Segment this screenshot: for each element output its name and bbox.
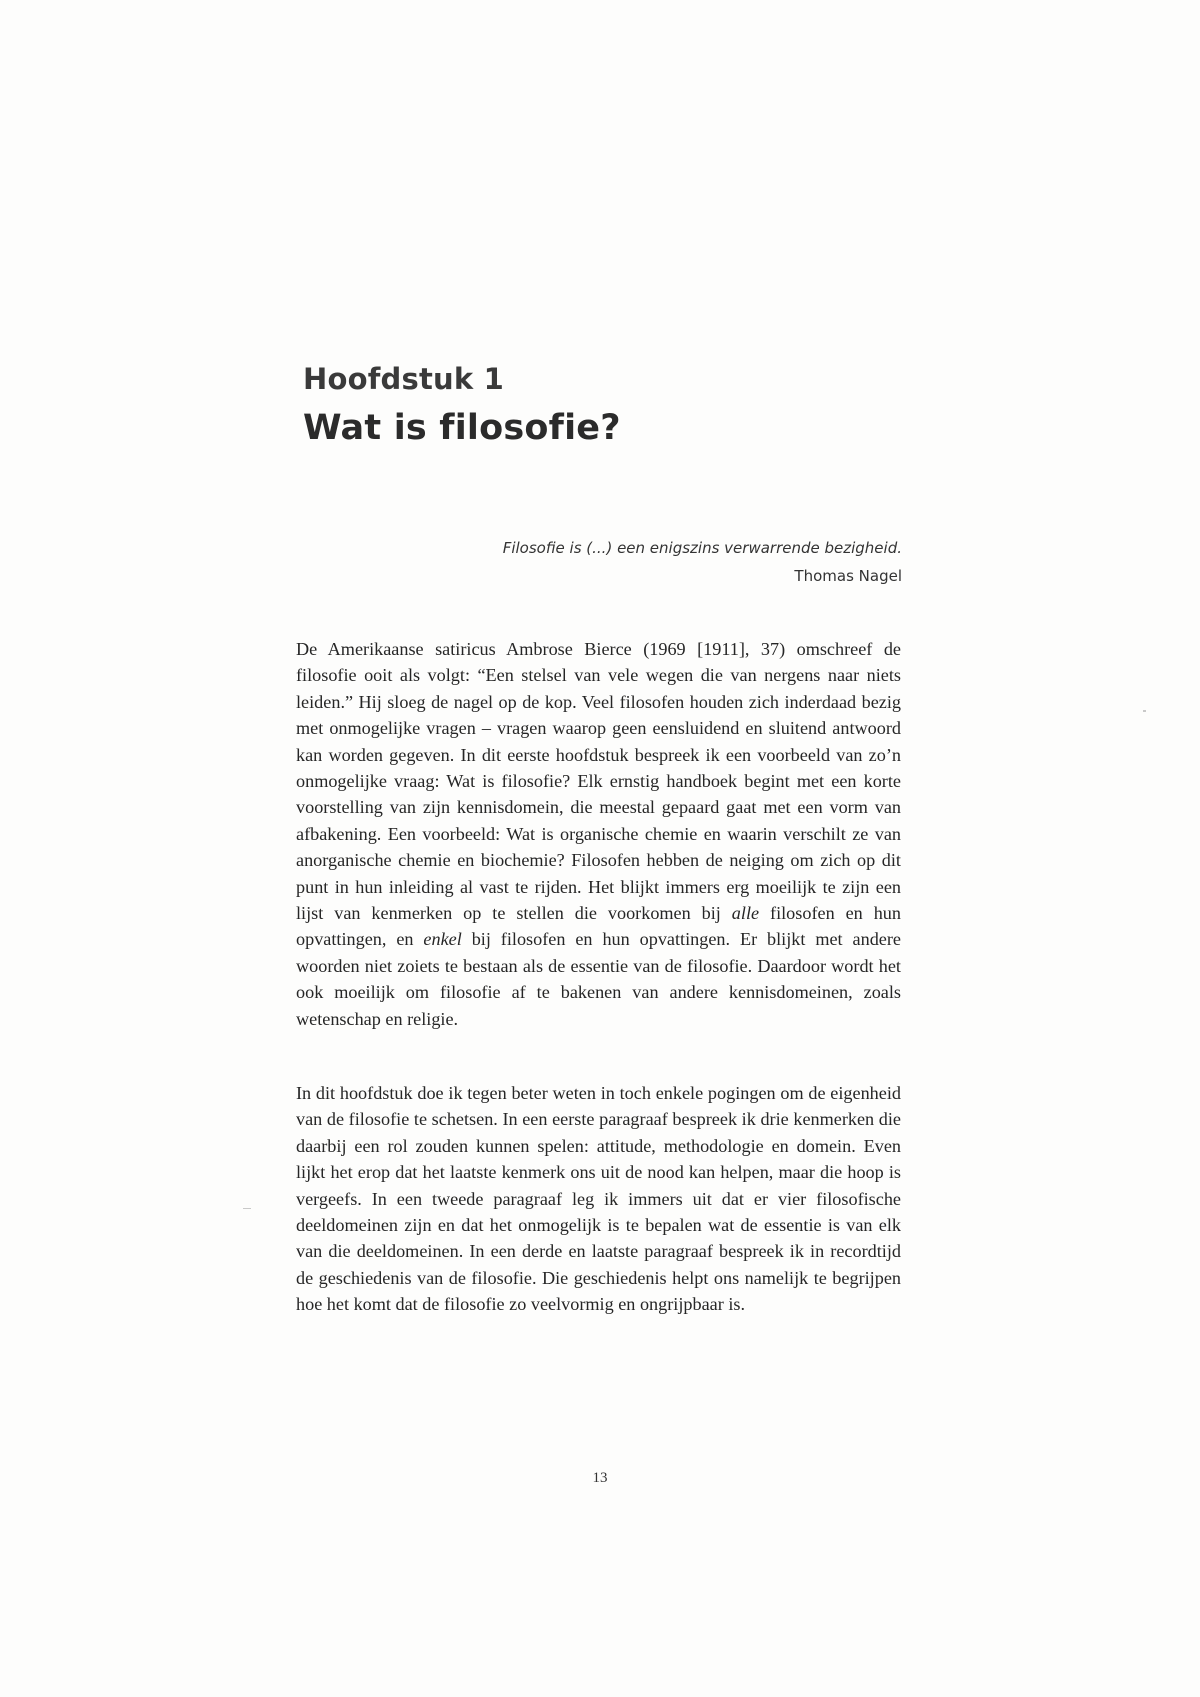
body-paragraph-1: [296, 636, 901, 1032]
body-paragraph-2: In dit hoofdstuk doe ik tegen beter weten in toch enkele pogingen om de eigenheid van de filosofie te schetsen. In een eerste paragraaf bespreek ik drie kenmerken die daarbij een rol zouden kunnen spelen: attitude, methodologie en domein. Even lijkt het erop dat het laatste kenmerk ons uit de nood kan helpen, maar die hoop is vergeefs. In een tweede paragraaf leg ik immers uit dat er vier filosofische deeldomeinen zijn en dat het onmogelijk is te bepalen wat de essentie is van elk van die deeldomeinen. In een derde en laatste paragraaf bespreek ik in recordtijd de geschiedenis van de filosofie. Die geschiedenis helpt ons namelijk te begrijpen hoe het komt dat de filosofie zo veelvormig en ongrijpbaar is.: [296, 1083, 901, 1315]
page-number: 13: [592, 1470, 608, 1486]
paragraph-1-text-b: filosofen en hun opvattingen, en: [296, 903, 901, 950]
epigraph-quote: Filosofie is (...) een enigszins verwarrende bezigheid.: [502, 539, 902, 557]
emphasis-enkel: enkel: [423, 929, 462, 950]
chapter-label: Hoofdstuk 1: [303, 362, 505, 396]
paragraph-1-text-a: De Amerikaanse satiricus Ambrose Bierce (1969 [1911], 37) omschreef de filosofie ooit als volgt: “Een stelsel van vele wegen die van nergens naar niets leiden.” Hij sloeg de nagel op de kop. Veel filosofen houden zich inderdaad bezig met onmogelijke vragen – vragen waarop geen eensluidend en sluitend antwoord kan worden gegeven. In dit eerste hoofdstuk bespreek ik een voorbeeld van zo’n onmogelijke vraag: Wat is filosofie? Elk ernstig handboek begint met een korte voorstelling van zijn kennisdomein, die meestal gepaard gaat met een vorm van afbakening. Een voorbeeld: Wat is organische chemie en waarin verschilt ze van anorganische chemie en biochemie? Filosofen hebben de neiging om zich op dit punt in hun inleiding al vast te rijden. Het blijkt immers erg moeilijk te zijn een lijst van kenmerken op te stellen die voorkomen bij: [296, 639, 901, 924]
epigraph: [503, 534, 902, 590]
epigraph-author: Thomas Nagel: [794, 567, 902, 585]
scan-speck: [1143, 710, 1146, 712]
emphasis-alle: alle: [731, 903, 760, 924]
paragraph-1-text-c: bij filosofen en hun opvattingen. Er blijkt met andere woorden niet zoiets te bestaan als de essentie van de filosofie. Daardoor wordt het ook moeilijk om filosofie af te bakenen van andere kennisdomeinen, zoals wetenschap en religie.: [296, 929, 901, 1029]
scan-speck: [243, 1208, 251, 1209]
chapter-title: Wat is filosofie?: [303, 408, 621, 448]
